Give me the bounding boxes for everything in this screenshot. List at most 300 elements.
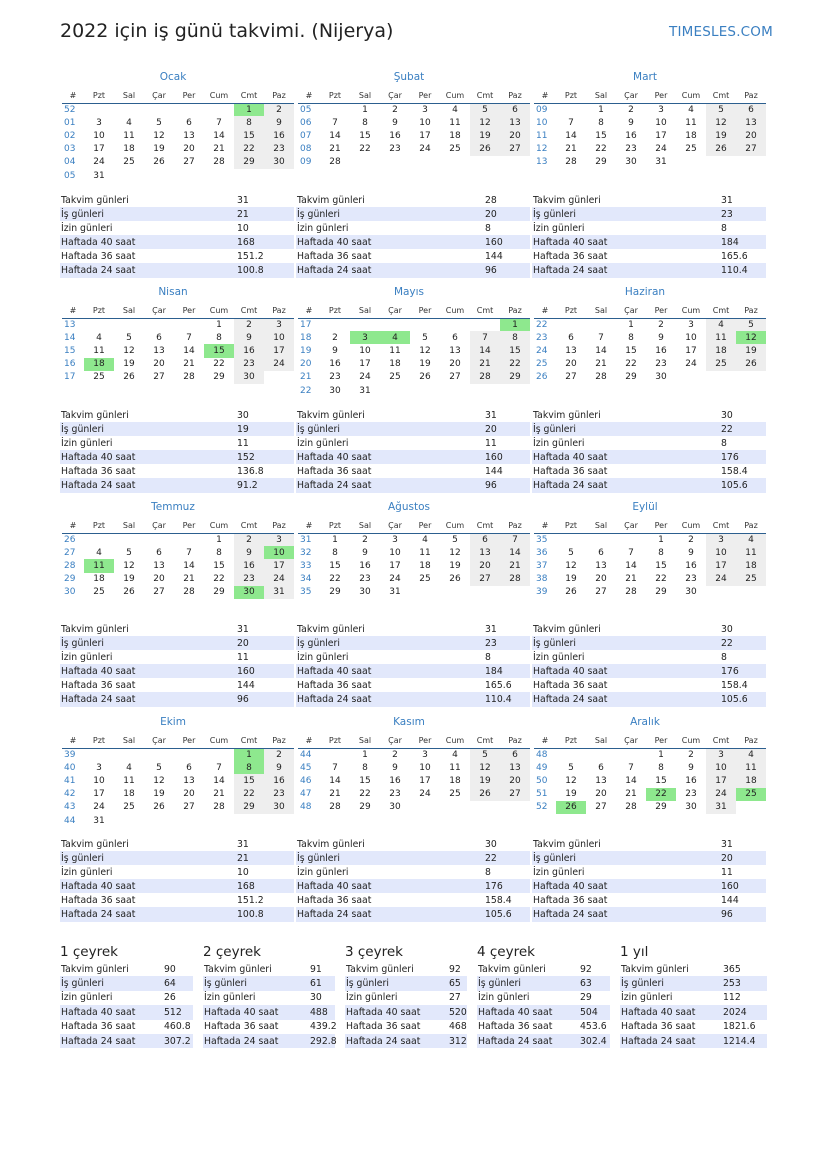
stat-value: 105.6	[720, 692, 766, 706]
week-row	[298, 318, 530, 331]
weekday-header: Pzt	[320, 88, 350, 103]
day-cell: 7	[628, 762, 634, 773]
month-name: Ocak	[159, 71, 187, 83]
stat-row	[296, 622, 530, 636]
stat-value: 21	[236, 207, 294, 221]
stat-row	[60, 664, 294, 678]
stat-label: İş günleri	[296, 422, 484, 436]
day-cell: 25	[93, 587, 105, 598]
month-name: Mart	[633, 71, 657, 83]
weekday-header: Çar	[144, 518, 174, 533]
empty-cell	[350, 156, 380, 169]
week-number: 05	[300, 104, 312, 115]
stat-row	[345, 991, 467, 1005]
day-cell: 15	[625, 345, 637, 356]
week-row	[62, 358, 294, 371]
day-cell: 24	[685, 359, 697, 370]
day-cell: 22	[234, 143, 264, 156]
stat-value: 30	[721, 623, 733, 635]
day-cell: 3	[392, 534, 398, 545]
stat-row	[60, 1005, 193, 1019]
month-grid	[534, 518, 766, 599]
day-cell: 10	[359, 345, 371, 356]
day-cell: 10	[264, 546, 294, 559]
weekday-header: Cmt	[470, 518, 500, 533]
month-5	[298, 285, 520, 397]
stat-row	[532, 678, 766, 692]
day-cell: 22	[359, 789, 371, 800]
day-cell: 7	[500, 533, 530, 546]
stat-value: 20	[484, 422, 530, 436]
weekday-header: #	[62, 88, 84, 103]
stat-value: 96	[484, 478, 530, 492]
day-cell: 19	[565, 789, 577, 800]
stat-row	[60, 893, 294, 907]
day-cell: 8	[362, 762, 368, 773]
day-cell: 27	[595, 802, 607, 813]
day-cell: 7	[186, 547, 192, 558]
empty-cell	[706, 156, 736, 169]
empty-cell	[736, 586, 766, 599]
weekday-header: Paz	[264, 88, 294, 103]
stat-value: 96	[720, 907, 766, 921]
weekday-header: Çar	[380, 303, 410, 318]
day-cell: 3	[658, 104, 664, 115]
stat-label: Takvim günleri	[621, 963, 689, 975]
week-row	[62, 801, 294, 814]
stat-value: 92	[449, 963, 461, 975]
quarter-name: 3 çeyrek	[345, 944, 403, 960]
stat-value: 96	[236, 692, 294, 706]
day-cell: 19	[123, 574, 135, 585]
month-grid	[298, 88, 530, 169]
stat-value: 165.6	[721, 250, 748, 262]
day-cell: 11	[84, 559, 114, 572]
week-number: 38	[536, 574, 548, 585]
day-cell: 12	[123, 560, 135, 571]
week-row	[298, 774, 530, 787]
day-cell: 6	[500, 748, 530, 761]
empty-cell	[410, 586, 440, 599]
day-cell: 21	[183, 574, 195, 585]
stat-row	[296, 893, 530, 907]
day-cell: 24	[264, 573, 294, 586]
empty-cell	[204, 814, 234, 827]
day-cell: 4	[452, 104, 458, 115]
day-cell: 15	[655, 560, 667, 571]
empty-cell	[114, 169, 144, 182]
stat-label: İş günleri	[60, 636, 236, 650]
day-cell: 3	[96, 762, 102, 773]
month-name: Mayıs	[393, 286, 425, 298]
site-link[interactable]: TIMESLES.COM	[669, 24, 773, 40]
day-cell: 27	[183, 157, 195, 168]
stat-value: 23	[484, 636, 530, 650]
week-row	[62, 129, 294, 142]
empty-cell	[616, 748, 646, 761]
weekday-header: Paz	[264, 303, 294, 318]
day-cell: 20	[595, 789, 607, 800]
week-row	[298, 156, 530, 169]
empty-cell	[350, 318, 380, 331]
stat-label: İzin günleri	[533, 222, 585, 234]
stat-row	[345, 962, 467, 976]
day-cell: 6	[452, 332, 458, 343]
month-name: Temmuz	[151, 501, 195, 513]
day-cell: 22	[213, 574, 225, 585]
day-cell: 23	[264, 143, 294, 156]
day-cell: 15	[213, 560, 225, 571]
stat-row	[532, 865, 766, 879]
empty-cell	[264, 169, 294, 182]
weekday-header: #	[298, 733, 320, 748]
weekday-header: Cmt	[706, 303, 736, 318]
empty-cell	[204, 748, 234, 761]
day-cell: 23	[264, 788, 294, 801]
stat-value: 112	[723, 992, 741, 1004]
stat-value: 31	[721, 838, 733, 850]
week-number: 34	[300, 574, 312, 585]
day-cell: 21	[213, 789, 225, 800]
stat-value: 144	[485, 250, 503, 262]
stat-value: 22	[720, 422, 766, 436]
week-number: 51	[536, 789, 548, 800]
week-row	[534, 546, 766, 559]
day-cell: 26	[706, 143, 736, 156]
stat-value: 365	[723, 963, 741, 975]
weekday-header: Paz	[500, 88, 530, 103]
stat-label: Haftada 40 saat	[60, 1005, 163, 1019]
day-cell: 1	[500, 318, 530, 331]
empty-cell	[706, 371, 736, 384]
day-cell: 18	[449, 130, 461, 141]
day-cell: 2	[234, 318, 264, 331]
empty-cell	[234, 169, 264, 182]
day-cell: 29	[213, 372, 225, 383]
day-cell: 5	[568, 547, 574, 558]
month-name: Ağustos	[388, 501, 430, 513]
stat-row	[532, 408, 766, 422]
month-1	[62, 70, 284, 182]
day-cell: 31	[359, 385, 371, 396]
weekday-header: Sal	[114, 733, 144, 748]
day-cell: 2	[264, 748, 294, 761]
stat-row	[532, 851, 766, 865]
stat-label: İş günleri	[532, 422, 720, 436]
day-cell: 18	[736, 774, 766, 787]
stat-row	[532, 436, 766, 450]
day-cell: 28	[183, 372, 195, 383]
day-cell: 21	[183, 359, 195, 370]
week-row	[62, 103, 294, 116]
stat-row	[60, 478, 294, 492]
week-row	[298, 559, 530, 572]
empty-cell	[174, 748, 204, 761]
day-cell: 13	[153, 345, 165, 356]
stat-label: Haftada 36 saat	[297, 679, 372, 691]
empty-cell	[114, 814, 144, 827]
month-stats	[532, 193, 766, 278]
day-cell: 1	[234, 748, 264, 761]
stat-value: 90	[164, 963, 176, 975]
stat-label: İzin günleri	[61, 651, 113, 663]
weekday-header: Cum	[676, 733, 706, 748]
stat-row	[296, 263, 530, 277]
day-cell: 4	[126, 762, 132, 773]
day-cell: 11	[449, 762, 461, 773]
stat-row	[203, 976, 335, 990]
stat-value: 8	[721, 651, 727, 663]
empty-cell	[114, 103, 144, 116]
stat-value: 160	[484, 450, 530, 464]
week-number: 26	[536, 372, 548, 383]
day-cell: 21	[595, 359, 607, 370]
stat-label: Haftada 36 saat	[204, 1021, 279, 1033]
day-cell: 16	[685, 775, 697, 786]
day-cell: 24	[419, 144, 431, 155]
stat-row	[296, 865, 530, 879]
stat-value: 96	[484, 263, 530, 277]
week-row	[534, 344, 766, 357]
stat-label: Haftada 24 saat	[532, 692, 720, 706]
stat-label: Haftada 36 saat	[61, 679, 136, 691]
stat-label: Haftada 40 saat	[60, 235, 236, 249]
stat-label: Takvim günleri	[61, 963, 129, 975]
month-name: Ekim	[160, 716, 186, 728]
stat-row	[296, 464, 530, 478]
day-cell: 3	[706, 748, 736, 761]
day-cell: 10	[264, 331, 294, 344]
day-cell: 1	[658, 749, 664, 760]
stat-value: 488	[309, 1005, 335, 1019]
stat-value: 105.6	[484, 907, 530, 921]
day-cell: 9	[688, 762, 694, 773]
week-row	[298, 116, 530, 129]
stat-value: 22	[720, 636, 766, 650]
stat-label: Haftada 36 saat	[61, 250, 136, 262]
empty-cell	[320, 748, 350, 761]
month-name: Şubat	[393, 71, 425, 83]
empty-cell	[616, 533, 646, 546]
day-cell: 6	[156, 332, 162, 343]
day-cell: 1	[216, 534, 222, 545]
month-name: Eylül	[632, 501, 658, 513]
stat-label: Takvim günleri	[533, 409, 601, 421]
weekday-header: Per	[174, 303, 204, 318]
day-cell: 10	[93, 130, 105, 141]
weekday-header: Cmt	[470, 303, 500, 318]
day-cell: 16	[389, 130, 401, 141]
day-cell: 31	[93, 815, 105, 826]
stat-label: Haftada 36 saat	[61, 465, 136, 477]
day-cell: 19	[706, 129, 736, 142]
week-number: 01	[64, 117, 76, 128]
stat-value: 144	[721, 894, 739, 906]
month-9	[534, 500, 756, 599]
stat-value: 520	[449, 1006, 467, 1018]
week-row	[62, 533, 294, 546]
month-grid	[62, 518, 294, 599]
stat-label: Haftada 36 saat	[297, 894, 372, 906]
day-cell: 19	[565, 574, 577, 585]
week-row	[298, 533, 530, 546]
month-name: Nisan	[158, 286, 188, 298]
stat-row	[620, 976, 767, 990]
day-cell: 29	[213, 587, 225, 598]
stat-value: 168	[236, 879, 294, 893]
day-cell: 5	[126, 332, 132, 343]
stat-row	[60, 837, 294, 851]
stat-label: Haftada 40 saat	[532, 879, 720, 893]
weekday-header: Pzt	[84, 733, 114, 748]
weekday-header: Çar	[616, 303, 646, 318]
stat-label: İzin günleri	[297, 437, 349, 449]
stat-value: 168	[236, 235, 294, 249]
day-cell: 20	[153, 359, 165, 370]
day-cell: 9	[332, 345, 338, 356]
weekday-header: #	[534, 518, 556, 533]
stat-row	[296, 650, 530, 664]
day-cell: 7	[332, 117, 338, 128]
week-number: 03	[64, 144, 76, 155]
stat-label: Takvim günleri	[297, 409, 365, 421]
day-cell: 8	[598, 117, 604, 128]
week-row	[534, 774, 766, 787]
empty-cell	[440, 318, 470, 331]
week-number: 37	[536, 560, 548, 571]
stat-row	[532, 450, 766, 464]
month-grid	[534, 303, 766, 384]
stat-label: Haftada 24 saat	[532, 907, 720, 921]
stat-label: Haftada 40 saat	[477, 1005, 579, 1019]
week-number: 47	[300, 789, 312, 800]
month-8	[298, 500, 520, 599]
stat-value: 20	[720, 851, 766, 865]
weekday-header: Per	[646, 518, 676, 533]
stat-value: 31	[237, 838, 249, 850]
stat-label: Haftada 24 saat	[203, 1034, 309, 1048]
stat-value: 160	[720, 879, 766, 893]
day-cell: 9	[234, 331, 264, 344]
day-cell: 16	[234, 559, 264, 572]
day-cell: 28	[183, 587, 195, 598]
day-cell: 18	[123, 144, 135, 155]
stat-row	[477, 976, 610, 990]
day-cell: 19	[123, 359, 135, 370]
empty-cell	[144, 814, 174, 827]
day-cell: 14	[183, 345, 195, 356]
weekday-header: Sal	[350, 303, 380, 318]
stat-label: Haftada 24 saat	[60, 263, 236, 277]
day-cell: 13	[183, 130, 195, 141]
stat-row	[296, 450, 530, 464]
stat-label: Haftada 40 saat	[60, 450, 236, 464]
day-cell: 16	[625, 130, 637, 141]
stat-label: Takvim günleri	[297, 194, 365, 206]
day-cell: 30	[359, 587, 371, 598]
stat-label: Haftada 24 saat	[60, 478, 236, 492]
empty-cell	[174, 103, 204, 116]
day-cell: 16	[234, 344, 264, 357]
stat-value: 20	[236, 636, 294, 650]
stat-value: 92	[580, 963, 592, 975]
stat-value: 176	[484, 879, 530, 893]
day-cell: 26	[470, 143, 500, 156]
empty-cell	[84, 748, 114, 761]
day-cell: 27	[153, 587, 165, 598]
weekday-header: Pzt	[84, 88, 114, 103]
stat-row	[203, 1034, 335, 1048]
day-cell: 29	[234, 156, 264, 169]
stat-row	[532, 907, 766, 921]
stat-label: Haftada 40 saat	[296, 879, 484, 893]
day-cell: 16	[264, 129, 294, 142]
day-cell: 6	[568, 332, 574, 343]
empty-cell	[556, 318, 586, 331]
stat-value: 11	[237, 437, 249, 449]
month-grid	[298, 733, 530, 814]
day-cell: 14	[625, 775, 637, 786]
stat-value: 110.4	[484, 692, 530, 706]
stat-label: İzin günleri	[621, 992, 673, 1004]
stat-label: Haftada 24 saat	[60, 692, 236, 706]
stat-label: Haftada 24 saat	[532, 263, 720, 277]
day-cell: 4	[452, 749, 458, 760]
stat-value: 184	[484, 664, 530, 678]
day-cell: 11	[123, 775, 135, 786]
day-cell: 9	[264, 761, 294, 774]
weekday-header: Paz	[736, 88, 766, 103]
day-cell: 1	[362, 104, 368, 115]
stat-row	[532, 879, 766, 893]
day-cell: 7	[216, 117, 222, 128]
stat-label: Haftada 40 saat	[60, 879, 236, 893]
week-row	[534, 801, 766, 814]
stat-value: 292.8	[310, 1035, 337, 1047]
stat-value: 11	[721, 866, 733, 878]
week-row	[534, 358, 766, 371]
day-cell: 23	[329, 372, 341, 383]
empty-cell	[586, 748, 616, 761]
stat-row	[60, 436, 294, 450]
day-cell: 21	[213, 144, 225, 155]
empty-cell	[470, 586, 500, 599]
day-cell: 21	[470, 358, 500, 371]
week-number: 28	[64, 560, 76, 571]
empty-cell	[174, 533, 204, 546]
stat-row	[296, 193, 530, 207]
stat-value: 30	[485, 838, 497, 850]
stat-label: Haftada 24 saat	[532, 478, 720, 492]
weekday-header: Çar	[616, 733, 646, 748]
week-number: 08	[300, 144, 312, 155]
week-row	[534, 143, 766, 156]
day-cell: 11	[123, 130, 135, 141]
day-cell: 16	[359, 560, 371, 571]
day-cell: 11	[419, 547, 431, 558]
weekday-header: Çar	[616, 518, 646, 533]
week-number: 39	[64, 749, 76, 760]
day-cell: 1	[234, 103, 264, 116]
day-cell: 30	[234, 371, 264, 384]
stat-row	[532, 464, 766, 478]
day-cell: 20	[736, 129, 766, 142]
day-cell: 26	[123, 372, 135, 383]
stat-row	[296, 478, 530, 492]
stat-label: İzin günleri	[297, 866, 349, 878]
month-stats	[296, 408, 530, 493]
day-cell: 11	[736, 761, 766, 774]
